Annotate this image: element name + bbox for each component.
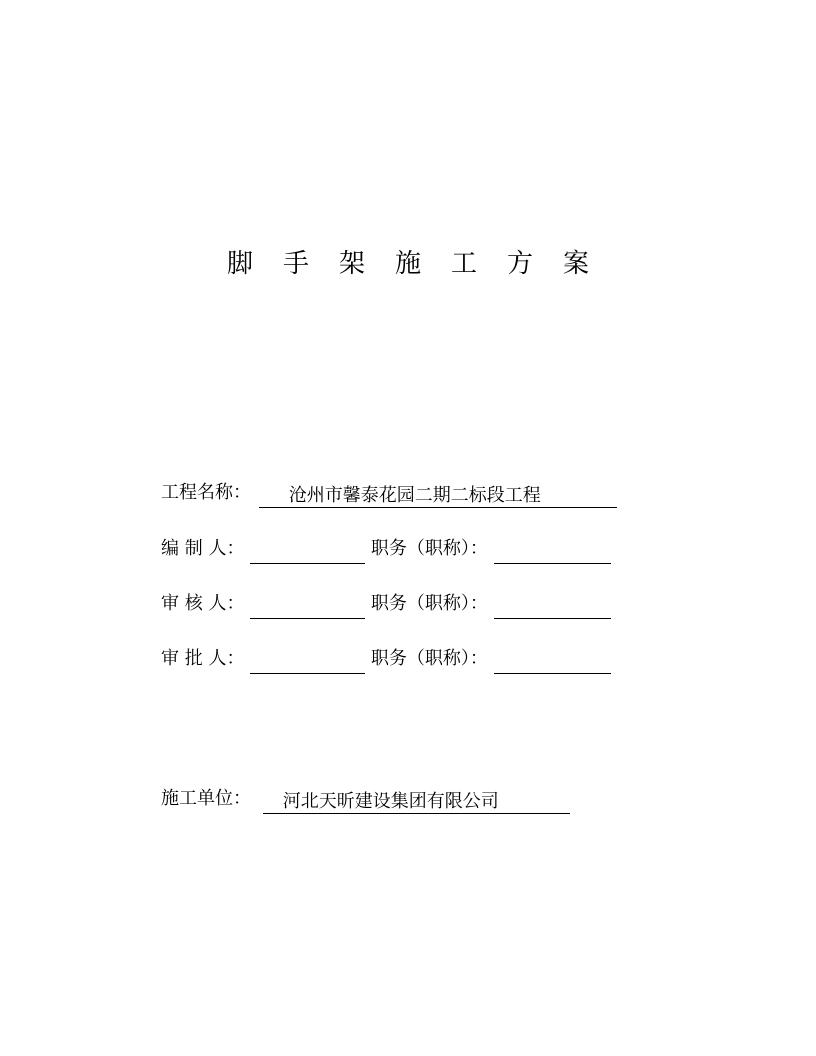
- approved-by-blank: [250, 649, 365, 674]
- compiled-by-label: 编 制 人：: [161, 538, 245, 559]
- compiled-by-position-blank: [494, 539, 611, 564]
- compiled-by-position-label: 职务（职称）：: [370, 538, 488, 559]
- reviewed-by-position-blank: [494, 594, 611, 619]
- project-name-label: 工程名称：: [161, 482, 251, 503]
- contractor-label: 施工单位：: [161, 788, 251, 809]
- reviewed-by-blank: [250, 594, 365, 619]
- compiled-by-blank: [250, 539, 365, 564]
- approved-by-position-label: 职务（职称）：: [370, 648, 488, 669]
- reviewed-by-position-label: 职务（职称）：: [370, 593, 488, 614]
- approved-by-row: [161, 644, 611, 674]
- contractor-value: 河北天昕建设集团有限公司: [263, 790, 570, 814]
- reviewed-by-label: 审 核 人：: [161, 593, 245, 614]
- contractor-row: [161, 784, 570, 814]
- reviewed-by-row: [161, 589, 611, 619]
- compiled-by-row: [161, 534, 611, 564]
- project-name-value: 沧州市馨泰花园二期二标段工程: [259, 484, 617, 508]
- project-name-row: [161, 478, 617, 508]
- document-title: 脚手架施工方案: [226, 249, 619, 279]
- approved-by-position-blank: [494, 649, 611, 674]
- approved-by-label: 审 批 人：: [161, 648, 245, 669]
